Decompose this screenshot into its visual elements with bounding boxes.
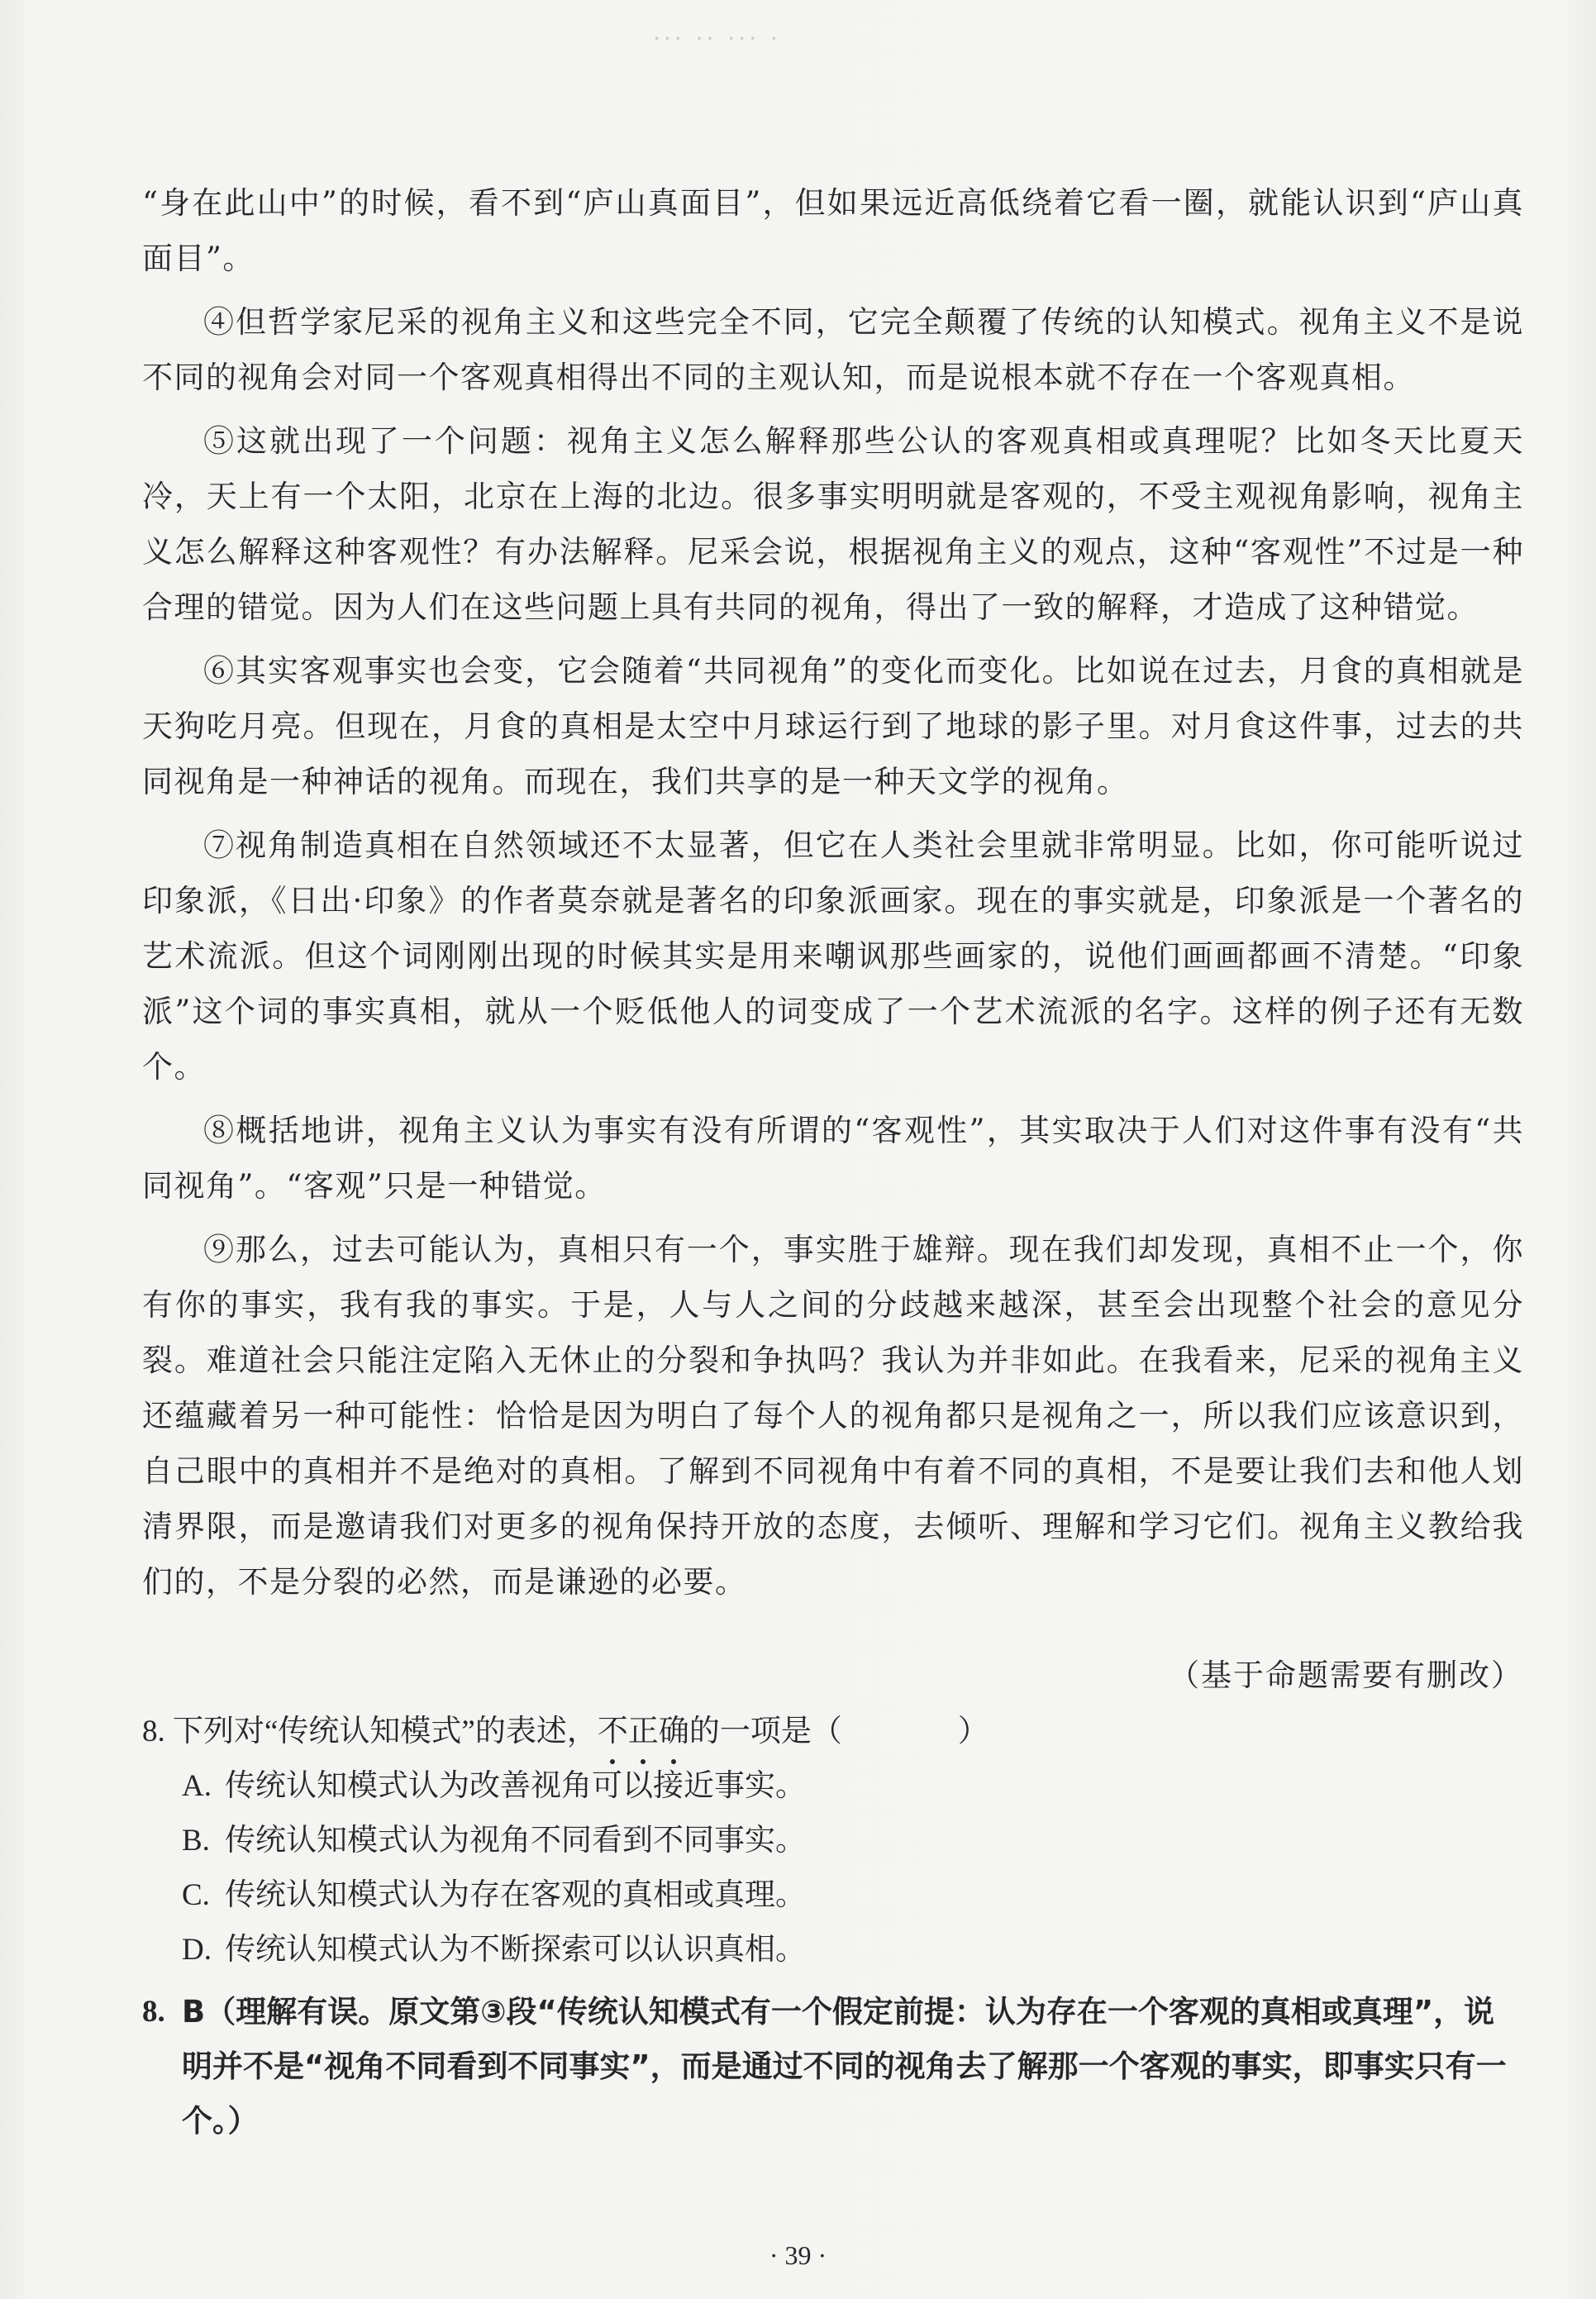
page-number: · 39 · [769, 2240, 827, 2270]
answer-number: 8. [142, 1995, 165, 2029]
option-letter: B. [182, 1824, 210, 1858]
scan-artifact: ··· ·· ··· · [653, 25, 781, 52]
option-b [182, 1814, 1524, 1868]
paragraph-6: ⑥其实客观事实也会变，它会随着“共同视角”的变化而变化。比如说在过去，月食的真相就是天狗吃月亮。但现在，月食的真相是太空中月球运行到了地球的影子里。对月食这件事，过去的共同视角是一种神话的视角。而现在，我们共享的是一种天文学的视角。 [142, 653, 1524, 799]
paragraph-4: ④但哲学家尼采的视角主义和这些完全不同，它完全颠覆了传统的认知模式。视角主义不是说不同的视角会对同一个客观真相得出不同的主观认知，而是说根本就不存在一个客观真相。 [142, 304, 1524, 395]
question-stem-suffix: 的一项是（ [688, 1715, 842, 1748]
paragraph-continuation: “身在此山中”的时候，看不到“庐山真面目”，但如果远近高低绕着它看一圈，就能认识到“庐山真面目”。 [142, 185, 1524, 276]
paragraph-5: ⑤这就出现了一个问题：视角主义怎么解释那些公认的客观真相或真理呢？比如冬天比夏天冷，天上有一个太阳，北京在上海的北边。很多事实明明就是客观的，不受主观视角影响，视角主义怎么解释这种客观性？有办法解释。尼采会说，根据视角主义的观点，这种“客观性”不过是一种合理的错觉。因为人们在这些问题上具有共同的视角，得出了一致的解释，才造成了这种错觉。 [142, 423, 1524, 625]
paragraph-9: ⑨那么，过去可能认为，真相只有一个，事实胜于雄辩。现在我们却发现，真相不止一个，你有你的事实，我有我的事实。于是，人与人之间的分歧越来越深，甚至会出现整个社会的意见分裂。难道社会只能注定陷入无休止的分裂和争执吗？我认为并非如此。在我看来，尼采的视角主义还蕴藏着另一种可能性：恰恰是因为明白了每个人的视角都只是视角之一，所以我们应该意识到，自己眼中的真相并不是绝对的真相。了解到不同视角中有着不同的真相，不是要让我们去和他人划清界限，而是邀请我们对更多的视角保持开放的态度，去倾听、理解和学习它们。视角主义教给我们的，不是分裂的必然，而是谦逊的必要。 [142, 1232, 1524, 1600]
emphasis-char: 确 [659, 1705, 689, 1759]
question-stem [142, 1705, 1524, 1759]
emphasis-char: 正 [628, 1705, 659, 1759]
option-a [182, 1759, 1524, 1814]
question-stem-close: ） [957, 1715, 989, 1748]
option-c [182, 1868, 1524, 1923]
option-text: 传统认知模式认为不断探索可以认识真相。 [225, 1933, 806, 1967]
emphasis-char: 不 [598, 1705, 628, 1759]
reading-passage [142, 175, 1524, 1618]
answer-text: B（理解有误。原文第③段“传统认知模式有一个假定前提：认为存在一个客观的真相或真理”，说明并不是“视角不同看到不同事实”，而是通过不同的视角去了解那一个客观的事实，即事实只有一个。） [182, 1994, 1507, 2139]
emphasis-marks [598, 1705, 689, 1759]
paragraph-7: ⑦视角制造真相在自然领域还不太显著，但它在人类社会里就非常明显。比如，你可能听说过印象派，《日出·印象》的作者莫奈就是著名的印象派画家。现在的事实就是，印象派是一个著名的艺术流派。但这个词刚刚出现的时候其实是用来嘲讽那些画家的，说他们画画都画不清楚。“印象派”这个词的事实真相，就从一个贬低他人的词变成了一个艺术流派的名字。这样的例子还有无数个。 [142, 828, 1524, 1085]
option-text: 传统认知模式认为存在客观的真相或真理。 [225, 1878, 806, 1912]
question-8 [142, 1705, 1524, 1977]
source-note: （基于命题需要有删改） [1169, 1657, 1523, 1693]
paragraph-8: ⑧概括地讲，视角主义认为事实有没有所谓的“客观性”，其实取决于人们对这件事有没有“共同视角”。“客观”只是一种错觉。 [142, 1113, 1524, 1204]
option-list [142, 1759, 1524, 1977]
option-letter: C. [182, 1878, 210, 1912]
answer-explanation [142, 1984, 1524, 2149]
option-text: 传统认知模式认为改善视角可以接近事实。 [225, 1769, 806, 1803]
option-d [182, 1923, 1524, 1977]
option-text: 传统认知模式认为视角不同看到不同事实。 [225, 1824, 806, 1858]
option-letter: A. [182, 1769, 212, 1803]
option-letter: D. [182, 1933, 212, 1967]
question-stem-prefix: 8. 下列对“传统认知模式”的表述， [142, 1715, 598, 1748]
